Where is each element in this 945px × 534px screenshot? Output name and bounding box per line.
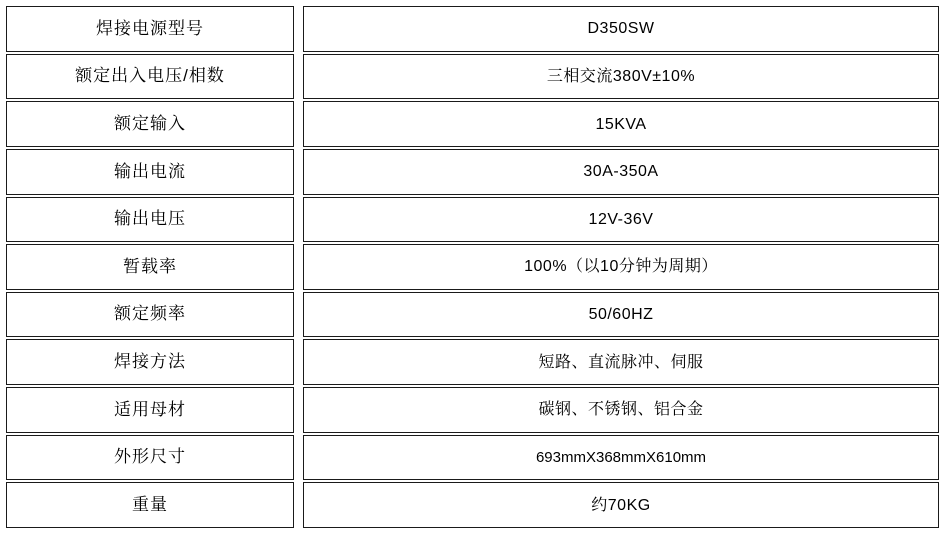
table-row [6, 6, 939, 52]
column-gap [294, 482, 303, 528]
table-row [6, 292, 939, 338]
spec-value: 693mmX368mmX610mm [303, 435, 939, 481]
column-gap [294, 6, 303, 52]
table-row [6, 197, 939, 243]
column-gap [294, 54, 303, 100]
column-gap [294, 197, 303, 243]
column-gap [294, 435, 303, 481]
spec-label: 输出电流 [6, 149, 294, 195]
table-row [6, 339, 939, 385]
spec-label: 重量 [6, 482, 294, 528]
column-gap [294, 244, 303, 290]
spec-label: 额定频率 [6, 292, 294, 338]
spec-value: D350SW [303, 6, 939, 52]
spec-value: 碳钢、不锈钢、铝合金 [303, 387, 939, 433]
spec-value: 50/60HZ [303, 292, 939, 338]
column-gap [294, 101, 303, 147]
spec-value: 三相交流380V±10% [303, 54, 939, 100]
table-row [6, 101, 939, 147]
column-gap [294, 292, 303, 338]
table-row [6, 435, 939, 481]
spec-label: 焊接方法 [6, 339, 294, 385]
spec-value: 12V-36V [303, 197, 939, 243]
spec-value: 100%（以10分钟为周期） [303, 244, 939, 290]
spec-label: 额定输入 [6, 101, 294, 147]
spec-label: 适用母材 [6, 387, 294, 433]
spec-label: 输出电压 [6, 197, 294, 243]
spec-value: 30A-350A [303, 149, 939, 195]
spec-label: 暂载率 [6, 244, 294, 290]
spec-value: 约70KG [303, 482, 939, 528]
spec-value: 短路、直流脉冲、伺服 [303, 339, 939, 385]
table-row [6, 149, 939, 195]
column-gap [294, 387, 303, 433]
table-row [6, 482, 939, 528]
spec-value: 15KVA [303, 101, 939, 147]
spec-label: 焊接电源型号 [6, 6, 294, 52]
table-row [6, 244, 939, 290]
table-row [6, 54, 939, 100]
column-gap [294, 149, 303, 195]
table-row [6, 387, 939, 433]
spec-label: 额定出入电压/相数 [6, 54, 294, 100]
column-gap [294, 339, 303, 385]
spec-label: 外形尺寸 [6, 435, 294, 481]
